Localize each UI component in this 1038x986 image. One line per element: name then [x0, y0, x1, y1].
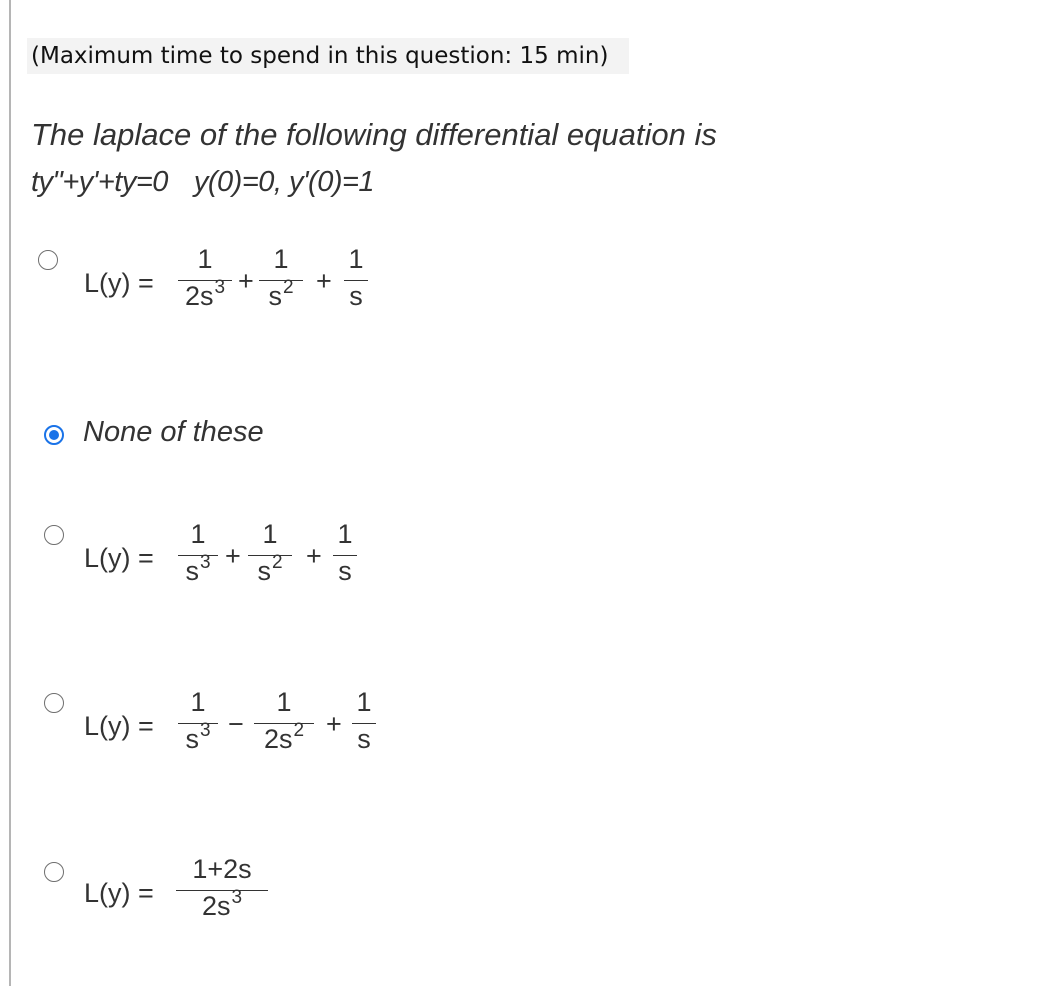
exponent: 3 — [214, 277, 226, 298]
question-equation — [31, 166, 374, 199]
fraction-denominator: $2s^2$ — [263, 720, 305, 754]
formula-lhs: L(y) = — [84, 543, 154, 573]
exponent: 3 — [231, 887, 243, 908]
fraction-numerator: 1 — [190, 519, 206, 549]
exponent: 3 — [199, 720, 211, 741]
fraction-denominator: s — [357, 724, 371, 754]
fraction-numerator: 1 — [356, 687, 372, 717]
fraction-numerator: 1 — [262, 519, 278, 549]
exponent: 2 — [293, 720, 305, 741]
operator: + — [225, 541, 241, 571]
fraction-denominator: $s^2$ — [257, 552, 283, 586]
fraction-numerator: 1 — [190, 687, 206, 717]
answer-option-2-label: None of these — [83, 416, 264, 448]
formula-lhs: L(y) = — [84, 268, 154, 298]
exponent: 3 — [199, 552, 211, 573]
operator: + — [306, 541, 322, 571]
fraction-numerator: 1 — [273, 244, 289, 274]
answer-option-5-radio[interactable] — [44, 862, 64, 882]
fraction-numerator: 1+2s — [192, 854, 252, 884]
operator: + — [238, 266, 254, 296]
exponent: 2 — [282, 277, 294, 298]
exponent: 2 — [271, 552, 283, 573]
question-prompt: The laplace of the following differential equation is — [31, 117, 717, 152]
fraction-denominator: $s^2$ — [268, 277, 294, 311]
formula-lhs: L(y) = — [84, 711, 154, 741]
operator: + — [326, 709, 342, 739]
operator: + — [316, 266, 332, 296]
time-limit-banner: (Maximum time to spend in this question: 15 min) — [27, 38, 629, 74]
fraction-denominator: $s^3$ — [185, 720, 211, 754]
fraction-denominator: $2s^3$ — [201, 887, 243, 921]
fraction-numerator: 1 — [348, 244, 364, 274]
fraction-denominator: $2s^3$ — [184, 277, 226, 311]
operator: − — [228, 709, 244, 739]
fraction-numerator: 1 — [197, 244, 213, 274]
answer-option-2-radio[interactable] — [44, 425, 64, 445]
formula-lhs: L(y) = — [84, 878, 154, 908]
fraction-denominator: s — [349, 281, 363, 311]
fraction-denominator: $s^3$ — [185, 552, 211, 586]
answer-option-1-radio[interactable] — [38, 250, 58, 270]
answer-option-4-radio[interactable] — [44, 693, 64, 713]
initial-conditions: y(0)=0, y'(0)=1 — [193, 166, 375, 198]
fraction-numerator: 1 — [337, 519, 353, 549]
content-left-border — [9, 0, 11, 986]
answer-option-3-radio[interactable] — [44, 525, 64, 545]
differential-equation: ty"+y'+ty=0 — [31, 166, 168, 198]
fraction-denominator: s — [338, 556, 352, 586]
fraction-numerator: 1 — [276, 687, 292, 717]
